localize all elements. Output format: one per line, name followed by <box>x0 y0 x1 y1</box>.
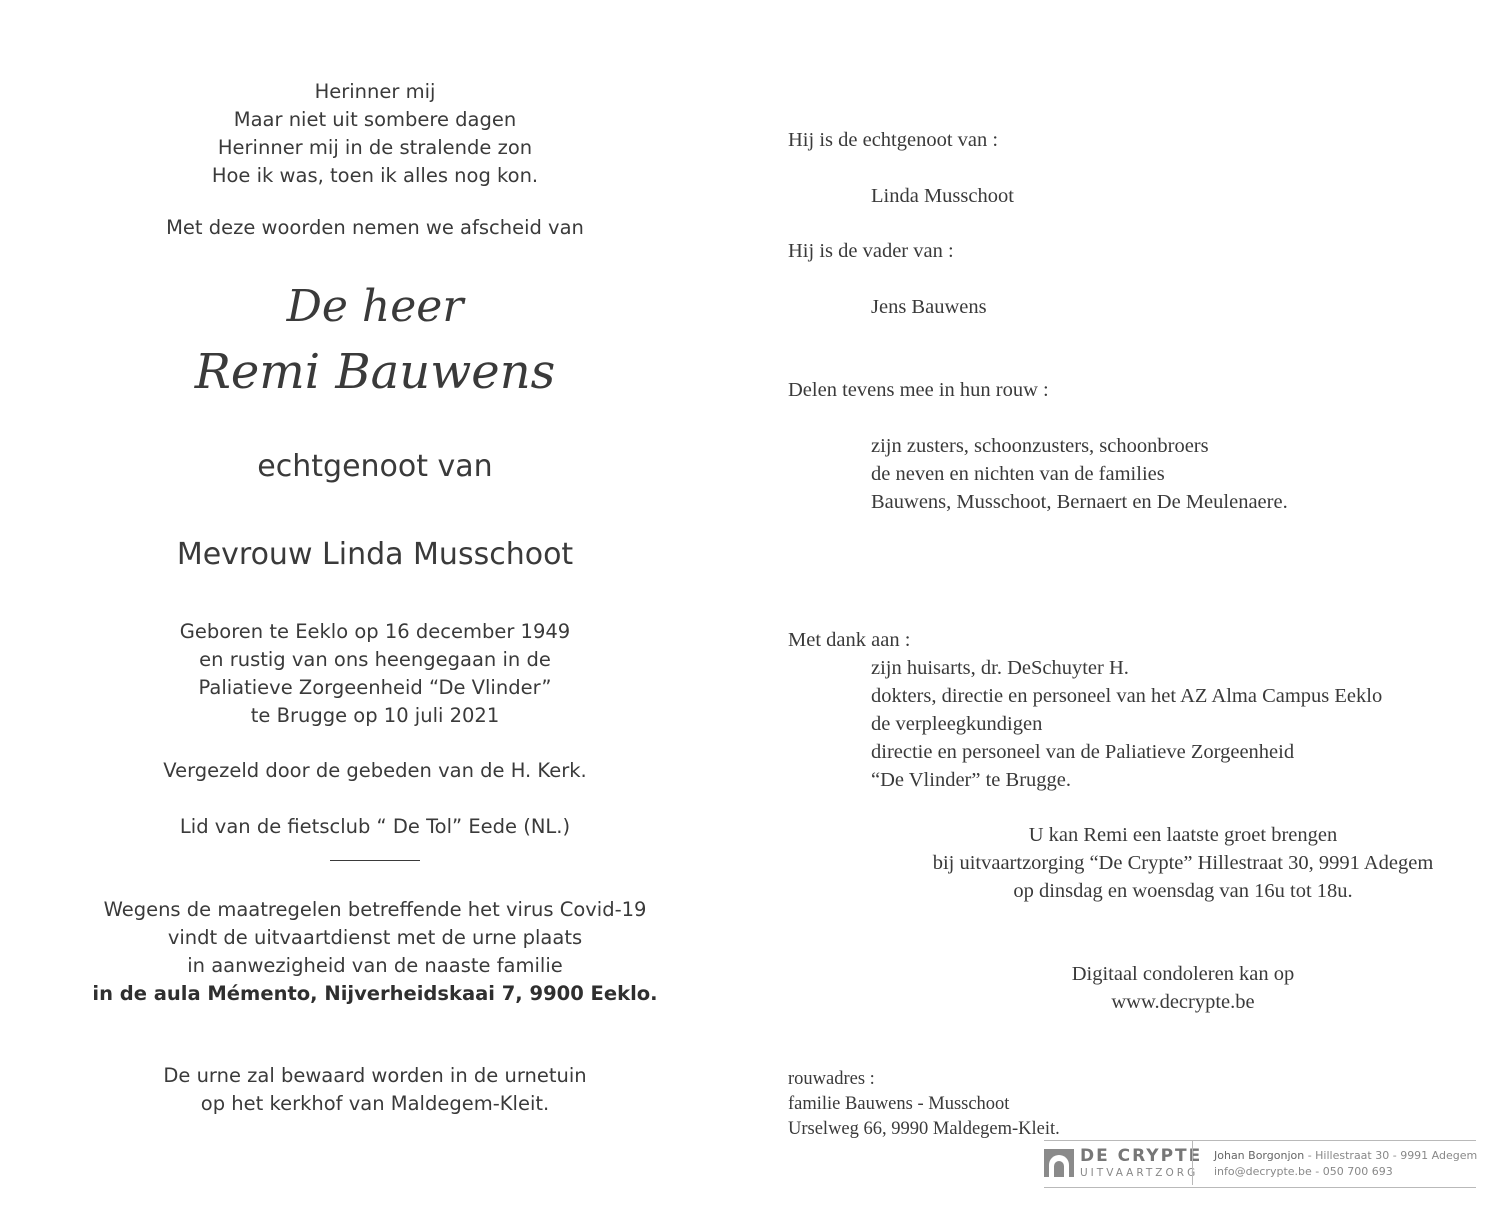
mourning-address <box>788 1067 1060 1142</box>
poem <box>80 78 670 190</box>
divider <box>330 860 420 861</box>
intro-text: Met deze woorden nemen we afscheid van <box>166 216 584 239</box>
contact-info <box>1214 1148 1477 1180</box>
condolence-url: www.decrypte.be <box>1111 991 1255 1013</box>
contact-address: - Hillestraat 30 - 9991 Adegem <box>1304 1149 1478 1162</box>
visit-line: bij uitvaartzorging “De Crypte” Hillestraat 30, 9991 Adegem <box>932 852 1434 874</box>
spouse-name-right: Linda Musschoot <box>871 185 1014 207</box>
brand-name: DE CRYPTE <box>1080 1146 1203 1166</box>
list-item: Bauwens, Musschoot, Bernaert en De Meulenaere. <box>871 491 1288 513</box>
contact-line: info@decrypte.be - 050 700 693 <box>1214 1165 1393 1178</box>
list-item: “De Vlinder” te Brugge. <box>871 769 1071 791</box>
list-item: directie en personeel van de Paliatieve Zorgeenheid <box>871 741 1295 763</box>
thanks-heading: Met dank aan : <box>788 629 911 651</box>
list-item: zijn zusters, schoonzusters, schoonbroers <box>871 435 1209 457</box>
covid-notice <box>80 896 670 1008</box>
crypte-logo-icon <box>1044 1149 1074 1177</box>
info-line: Geboren te Eeklo op 16 december 1949 <box>179 620 571 643</box>
mourning-list <box>788 432 1288 516</box>
venue-text: in de aula Mémento, Nijverheidskaai 7, 9900 Eeklo. <box>92 982 658 1005</box>
funeral-home-footer <box>1044 1140 1476 1188</box>
footer-separator <box>1192 1141 1193 1185</box>
relation-text: echtgenoot van <box>257 449 493 484</box>
covid-line: Wegens de maatregelen betreffende het virus Covid-19 <box>103 898 647 921</box>
title-prefix: De heer <box>286 281 464 332</box>
poem-line: Herinner mij <box>314 80 436 103</box>
address-line: familie Bauwens - Musschoot <box>788 1094 1010 1114</box>
mourning-heading: Delen tevens mee in hun rouw : <box>788 379 1049 401</box>
address-line: Urselweg 66, 9990 Maldegem-Kleit. <box>788 1119 1060 1139</box>
list-item: zijn huisarts, dr. DeSchuyter H. <box>871 657 1129 679</box>
covid-line: vindt de uitvaartdienst met de urne plaats <box>167 926 583 949</box>
info-line: Paliatieve Zorgeenheid “De Vlinder” <box>198 676 552 699</box>
list-item: de neven en nichten van de families <box>871 463 1165 485</box>
birth-death-info <box>80 618 670 730</box>
spouse-heading: Hij is de echtgenoot van : <box>788 129 999 151</box>
covid-line: in aanwezigheid van de naaste familie <box>187 954 563 977</box>
urn-text <box>80 1062 670 1118</box>
address-heading: rouwadres : <box>788 1069 875 1089</box>
visit-line: op dinsdag en woensdag van 16u tot 18u. <box>1013 880 1353 902</box>
info-line: te Brugge op 10 juli 2021 <box>250 704 500 727</box>
club-text: Lid van de fietsclub “ De Tol” Eede (NL.) <box>179 815 571 838</box>
thanks-list <box>788 654 1382 794</box>
deceased-name: Remi Bauwens <box>194 344 556 400</box>
visit-info <box>788 821 1509 905</box>
poem-line: Hoe ik was, toen ik alles nog kon. <box>211 164 539 187</box>
list-item: dokters, directie en personeel van het AZ Alma Campus Eeklo <box>871 685 1383 707</box>
info-line: en rustig van ons heengegaan in de <box>199 648 551 671</box>
child-name: Jens Bauwens <box>871 296 987 318</box>
condolence-info <box>788 960 1509 1016</box>
poem-line: Herinner mij in de stralende zon <box>217 136 533 159</box>
father-heading: Hij is de vader van : <box>788 240 954 262</box>
church-text: Vergezeld door de gebeden van de H. Kerk. <box>163 759 587 782</box>
poem-line: Maar niet uit sombere dagen <box>233 108 517 131</box>
urn-line: De urne zal bewaard worden in de urnetuin <box>163 1064 587 1087</box>
urn-line: op het kerkhof van Maldegem-Kleit. <box>200 1092 550 1115</box>
condolence-line: Digitaal condoleren kan op <box>1071 963 1295 985</box>
list-item: de verpleegkundigen <box>871 713 1043 735</box>
contact-name: Johan Borgonjon <box>1214 1149 1305 1162</box>
spouse-name: Mevrouw Linda Musschoot <box>176 537 574 572</box>
brand-subtitle: UITVAARTZORG <box>1080 1167 1199 1179</box>
visit-line: U kan Remi een laatste groet brengen <box>1028 824 1338 846</box>
